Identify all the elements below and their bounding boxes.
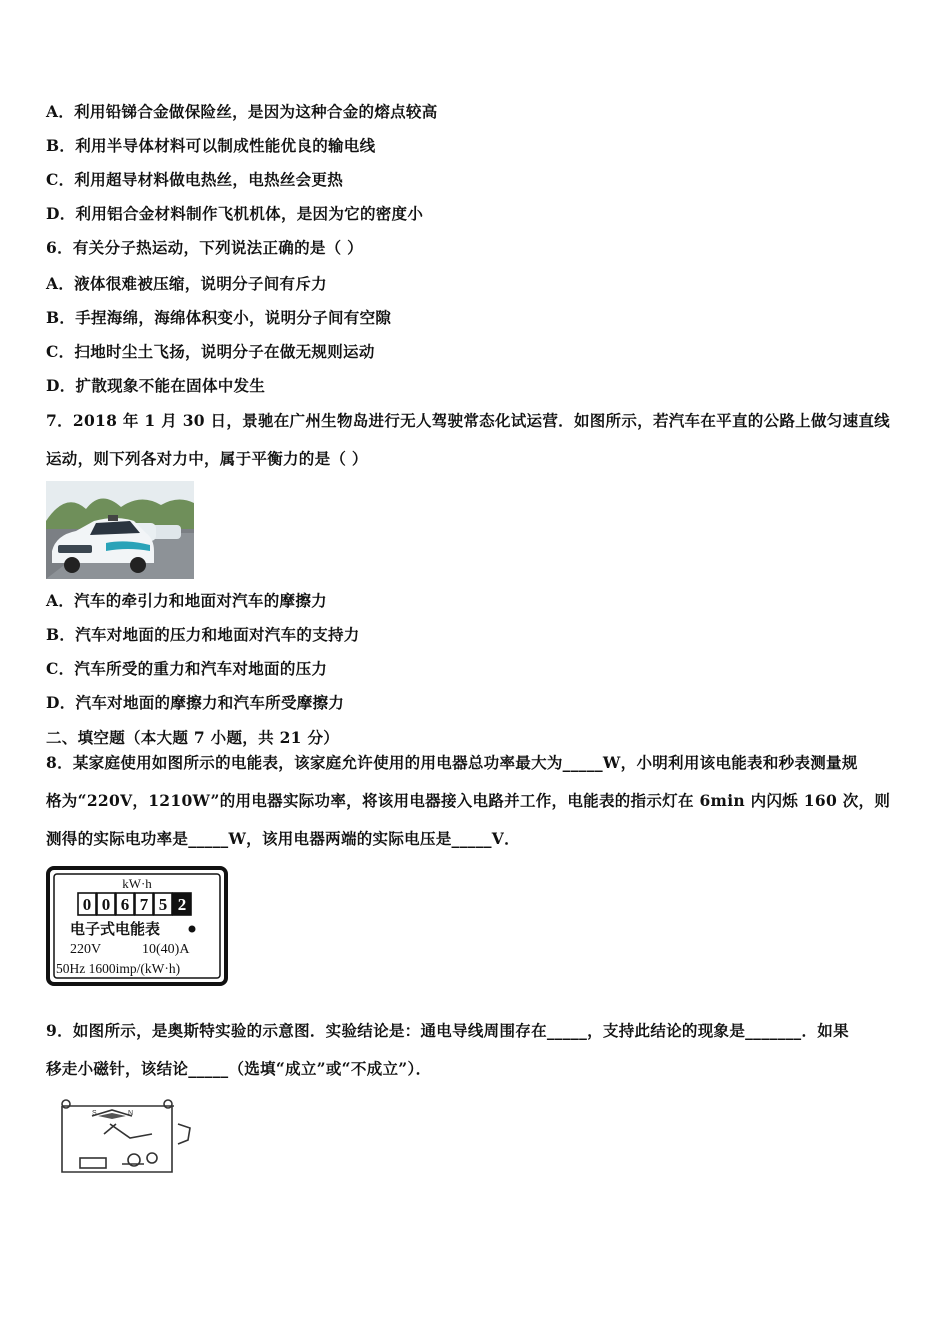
needle-n-label: N bbox=[128, 1110, 134, 1117]
q8-line3: 测得的实际电功率是_____W，该用电器两端的实际电压是_____V． bbox=[46, 829, 520, 848]
meter-digit: 6 bbox=[120, 895, 130, 914]
q5-option-d: D．利用铝合金材料制作飞机机体，是因为它的密度小 bbox=[46, 204, 424, 223]
q7-stem-line1: 7．2018 年 1 月 30 日，景驰在广州生物岛进行无人驾驶常态化试运营．如图所示，若汽车在平直的公路上做匀速直线 bbox=[46, 411, 890, 430]
q9-line1: 9．如图所示，是奥斯特实验的示意图．实验结论是：通电导线周围存在_____，支持此结论的现象是_______．如果 bbox=[46, 1021, 849, 1040]
q7-option-a: A．汽车的牵引力和地面对汽车的摩擦力 bbox=[46, 591, 327, 610]
meter-current: 10(40)A bbox=[142, 942, 190, 957]
q8-line1: 8．某家庭使用如图所示的电能表，该家庭允许使用的用电器总功率最大为_____W，小明利用该电能表和秒表测量规 bbox=[46, 753, 858, 772]
meter-digit: 0 bbox=[82, 895, 92, 914]
meter-name: 电子式电能表 bbox=[70, 920, 161, 938]
q6-option-d: D．扩散现象不能在固体中发生 bbox=[46, 376, 266, 395]
q6-stem: 6．有关分子热运动，下列说法正确的是（ ） bbox=[46, 238, 363, 257]
section-heading: 二、填空题（本大题 7 小题，共 21 分） bbox=[46, 728, 340, 747]
q7-option-b: B．汽车对地面的压力和地面对汽车的支持力 bbox=[46, 625, 360, 644]
q5-option-b: B．利用半导体材料可以制成性能优良的输电线 bbox=[46, 136, 376, 155]
meter-digit: 2 bbox=[177, 895, 187, 914]
car-photo bbox=[46, 481, 194, 579]
meter-digit: 5 bbox=[158, 895, 168, 914]
meter-frequency-constant: 50Hz 1600imp/(kW·h) bbox=[56, 961, 181, 976]
needle-s-label: S bbox=[92, 1110, 97, 1117]
q7-stem-line2: 运动，则下列各对力中，属于平衡力的是（ ） bbox=[46, 449, 368, 468]
meter-digits bbox=[78, 893, 191, 915]
q6-option-c: C．扫地时尘土飞扬，说明分子在做无规则运动 bbox=[46, 342, 375, 361]
meter-unit: kW·h bbox=[122, 876, 152, 891]
indicator-light bbox=[189, 926, 196, 933]
car-illustration bbox=[46, 481, 194, 579]
q5-option-a: A．利用铅锑合金做保险丝，是因为这种合金的熔点较高 bbox=[46, 102, 438, 121]
q6-option-a: A．液体很难被压缩，说明分子间有斥力 bbox=[46, 274, 327, 293]
q8-line2: 格为“220V，1210W”的用电器实际功率，将该用电器接入电路并工作，电能表的指示灯在 6min 内闪烁 160 次，则 bbox=[46, 791, 891, 810]
compass-needle bbox=[98, 1113, 126, 1119]
q7-option-c: C．汽车所受的重力和汽车对地面的压力 bbox=[46, 659, 328, 678]
meter-voltage: 220V bbox=[70, 942, 102, 957]
q5-option-c: C．利用超导材料做电热丝，电热丝会更热 bbox=[46, 170, 344, 189]
energy-meter-figure bbox=[46, 866, 228, 986]
meter-digit: 7 bbox=[139, 895, 149, 914]
q6-option-b: B．手捏海绵，海绵体积变小，说明分子间有空隙 bbox=[46, 308, 392, 327]
oersted-circuit-figure bbox=[52, 1094, 198, 1180]
q7-option-d: D．汽车对地面的摩擦力和汽车所受摩擦力 bbox=[46, 693, 345, 712]
meter-digit: 0 bbox=[101, 895, 111, 914]
q9-line2: 移走小磁针，该结论_____（选填“成立”或“不成立”）． bbox=[46, 1059, 432, 1078]
